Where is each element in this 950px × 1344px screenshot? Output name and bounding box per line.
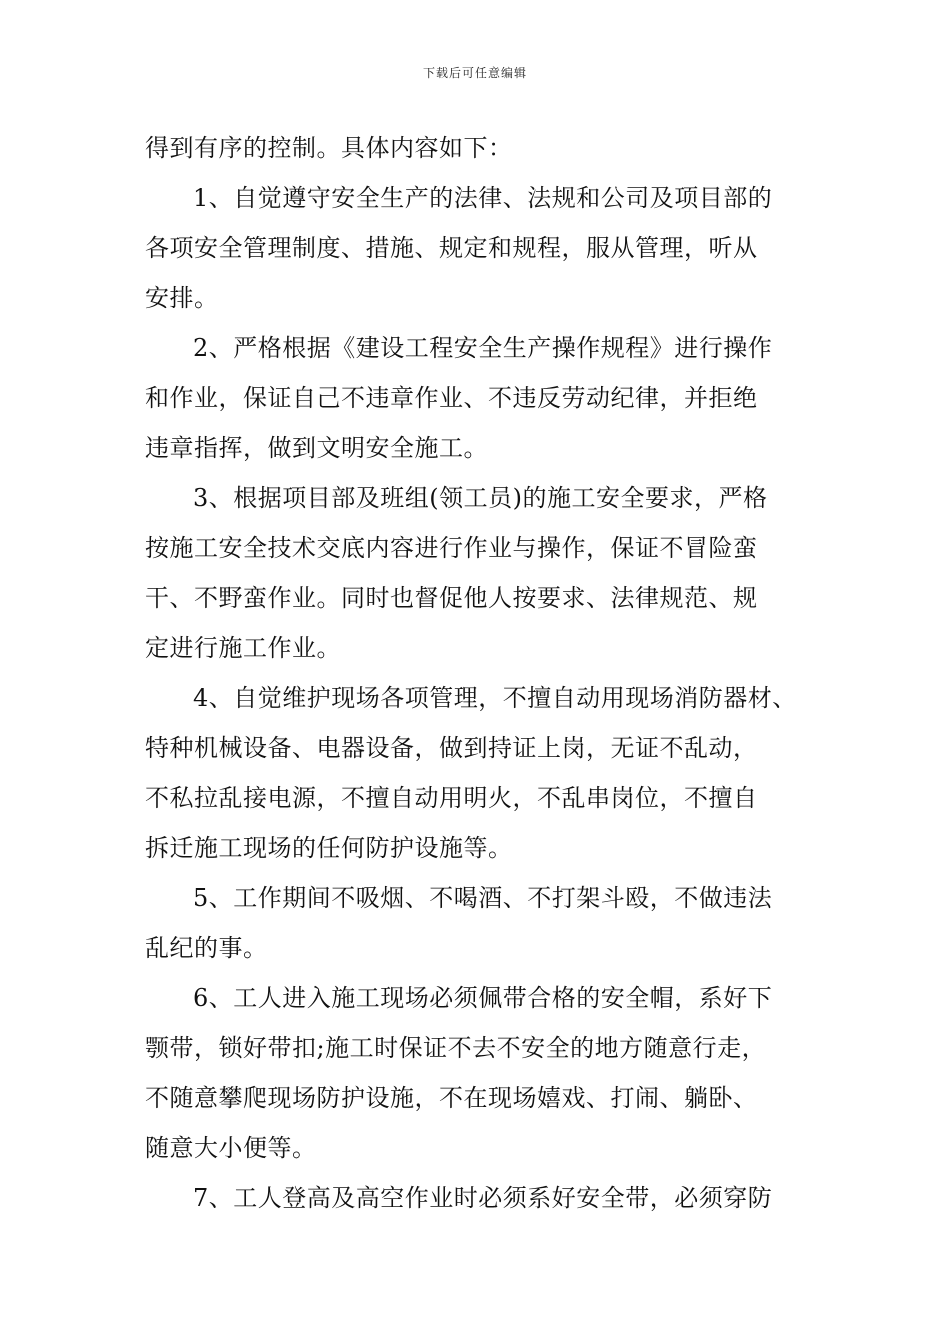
text-line: 不私拉乱接电源，不擅自动用明火，不乱串岗位，不擅自 bbox=[145, 784, 758, 812]
text-line: 干、不野蛮作业。同时也督促他人按要求、法律规范、规 bbox=[145, 584, 758, 612]
text-line: 安排。 bbox=[145, 284, 219, 312]
text-line: 按施工安全技术交底内容进行作业与操作，保证不冒险蛮 bbox=[145, 534, 758, 562]
text-line: 随意大小便等。 bbox=[145, 1134, 317, 1162]
text-line: 各项安全管理制度、措施、规定和规程，服从管理，听从 bbox=[145, 234, 758, 262]
text-line: 6、工人进入施工现场必须佩带合格的安全帽，系好下 bbox=[193, 984, 773, 1012]
body-text bbox=[145, 123, 825, 1223]
text-line: 拆迁施工现场的任何防护设施等。 bbox=[145, 834, 513, 862]
text-line: 定进行施工作业。 bbox=[145, 634, 341, 662]
text-line: 颚带，锁好带扣;施工时保证不去不安全的地方随意行走， bbox=[145, 1034, 767, 1062]
text-line: 2、严格根据《建设工程安全生产操作规程》进行操作 bbox=[193, 334, 773, 362]
text-line: 4、自觉维护现场各项管理，不擅自动用现场消防器材、 bbox=[193, 684, 797, 712]
text-line: 违章指挥，做到文明安全施工。 bbox=[145, 434, 488, 462]
text-line: 3、根据项目部及班组(领工员)的施工安全要求，严格 bbox=[193, 484, 768, 512]
text-line: 7、工人登高及高空作业时必须系好安全带，必须穿防 bbox=[193, 1184, 773, 1212]
text-line: 和作业，保证自己不违章作业、不违反劳动纪律，并拒绝 bbox=[145, 384, 758, 412]
page-header: 下载后可任意编辑 bbox=[422, 66, 527, 80]
text-line: 1、自觉遵守安全生产的法律、法规和公司及项目部的 bbox=[193, 184, 773, 212]
text-line: 乱纪的事。 bbox=[145, 934, 268, 962]
text-line: 不随意攀爬现场防护设施，不在现场嬉戏、打闹、躺卧、 bbox=[145, 1084, 758, 1112]
text-line: 得到有序的控制。具体内容如下： bbox=[145, 134, 513, 162]
text-line: 特种机械设备、电器设备，做到持证上岗，无证不乱动， bbox=[145, 734, 758, 762]
text-line: 5、工作期间不吸烟、不喝酒、不打架斗殴，不做违法 bbox=[193, 884, 773, 912]
